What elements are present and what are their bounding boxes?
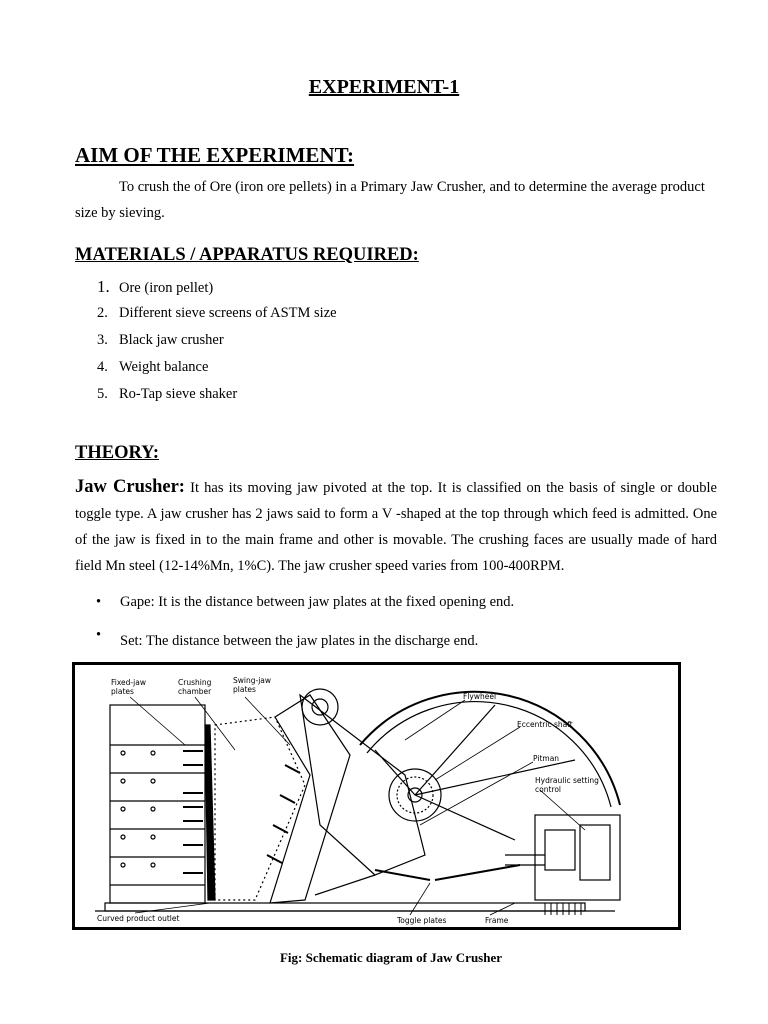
jaw-crusher-diagram xyxy=(72,662,681,930)
list-item xyxy=(97,354,337,381)
label-fixed-jaw: Fixed-jaw xyxy=(111,678,146,687)
list-item xyxy=(97,381,337,408)
jaw-crusher-lead: Jaw Crusher: xyxy=(75,477,185,497)
list-number: 2. xyxy=(97,305,108,321)
bullet-text: Gape: It is the distance between jaw plates at the fixed opening end. xyxy=(120,594,515,610)
label-outlet: Curved product outlet xyxy=(97,914,180,923)
list-text: Ore (iron pellet) xyxy=(119,280,214,296)
list-text: Ro-Tap sieve shaker xyxy=(119,386,238,402)
label-fixed-jaw-2: plates xyxy=(111,687,134,696)
bullet-gape xyxy=(96,594,514,611)
list-number: 3. xyxy=(97,332,108,348)
figure-caption: Fig: Schematic diagram of Jaw Crusher xyxy=(279,950,503,965)
label-crushing-2: chamber xyxy=(178,687,212,696)
label-toggle: Toggle plates xyxy=(397,916,447,925)
label-flywheel: Flywheel xyxy=(463,692,497,701)
theory-body: It has its moving jaw pivoted at the top. It is classified on the basis of single or double toggle type. A jaw crusher has 2 jaws said to form a V -shaped at the top through which feed is admitted. One of the jaw is fixed in to the main frame and other is movable. The crushing faces are usually made of hard field Mn steel (12-14%Mn, 1%C). The jaw crusher speed varies from 100-400RPM. xyxy=(75,480,717,574)
bullet-text: Set: The distance between the jaw plates in the discharge end. xyxy=(120,633,479,649)
label-hydraulic-2: control xyxy=(535,785,561,794)
list-text: Weight balance xyxy=(119,359,209,375)
label-swing-jaw: Swing-jaw xyxy=(233,676,272,685)
toggle-plate-1 xyxy=(375,870,430,880)
theory-heading: THEORY: xyxy=(75,443,159,463)
list-item xyxy=(97,327,337,354)
label-pitman: Pitman xyxy=(533,754,560,763)
fixed-jaw-plate xyxy=(205,725,215,900)
flywheel xyxy=(360,692,620,805)
list-text: Black jaw crusher xyxy=(119,332,224,348)
list-number: 4. xyxy=(97,359,108,375)
bullet-icon: • xyxy=(96,627,102,643)
label-hydraulic: Hydraulic setting xyxy=(535,776,599,785)
label-eccentric: Eccentric shaft xyxy=(517,720,573,729)
aim-heading: AIM OF THE EXPERIMENT: xyxy=(75,143,355,167)
bullet-icon: • xyxy=(96,594,102,610)
label-frame: Frame xyxy=(485,916,509,925)
page-title: EXPERIMENT-1 xyxy=(308,76,460,98)
theory-text xyxy=(75,474,717,579)
swing-jaw xyxy=(270,695,350,903)
list-item xyxy=(97,300,337,327)
bullet-set xyxy=(96,627,479,650)
list-text: Different sieve screens of ASTM size xyxy=(119,305,337,321)
label-swing-jaw-2: plates xyxy=(233,685,256,694)
hydraulic-block xyxy=(535,815,620,900)
materials-list xyxy=(97,273,337,408)
materials-heading: MATERIALS / APPARATUS REQUIRED: xyxy=(75,245,419,265)
list-number: 5. xyxy=(97,386,108,402)
list-item xyxy=(97,273,337,300)
diagram-drawing xyxy=(75,665,678,927)
toggle-plate-2 xyxy=(435,865,520,880)
list-number: 1. xyxy=(97,277,110,296)
aim-text: To crush the of Ore (iron ore pellets) in a Primary Jaw Crusher, and to determine the average product size by sieving. xyxy=(75,179,705,221)
label-crushing: Crushing xyxy=(178,678,212,687)
